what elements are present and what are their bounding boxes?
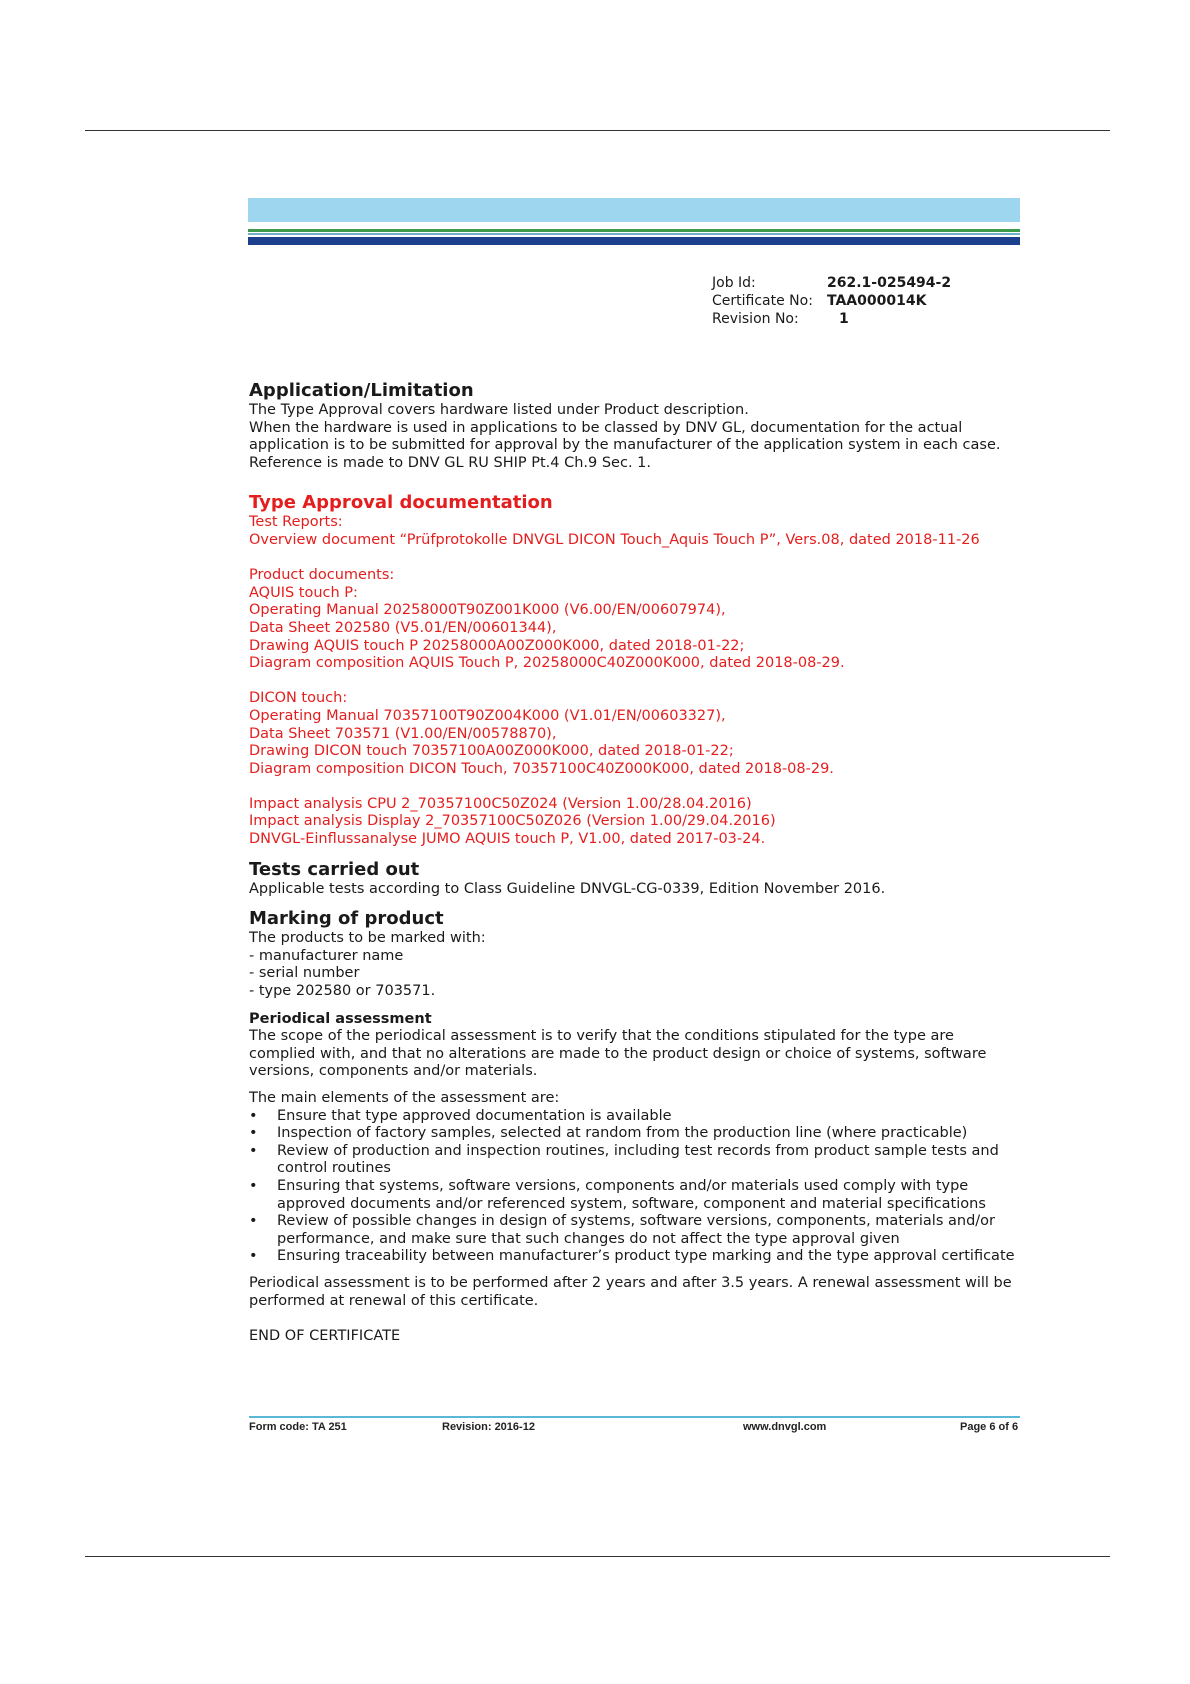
periodical-assessment-heading: Periodical assessment bbox=[249, 1010, 432, 1027]
list-item bbox=[249, 1108, 1029, 1126]
certificate-meta bbox=[712, 274, 951, 328]
bottom-page-divider bbox=[85, 1556, 1110, 1557]
footer-divider bbox=[249, 1416, 1020, 1418]
application-limitation-heading: Application/Limitation bbox=[249, 380, 474, 401]
type-approval-heading: Type Approval documentation bbox=[249, 492, 553, 514]
periodical-scope-line: The scope of the periodical assessment is to verify that the conditions stipulated for the type are bbox=[249, 1028, 954, 1045]
job-id-row bbox=[712, 274, 951, 292]
periodical-scope-line: versions, components and/or materials. bbox=[249, 1063, 538, 1080]
test-reports-text: Overview document “Prüfprotokolle DNVGL DICON Touch_Aquis Touch P”, Vers.08, dated 2018-11-26 bbox=[249, 531, 980, 548]
marking-line: - manufacturer name bbox=[249, 947, 404, 964]
revision-no-label: Revision No: bbox=[712, 311, 799, 327]
top-page-divider bbox=[85, 130, 1110, 131]
test-reports-label: Test Reports: bbox=[249, 514, 343, 531]
dicon-doc: Drawing DICON touch 70357100A00Z000K000, dated 2018-01-22; bbox=[249, 743, 734, 760]
application-line: application is to be submitted for approval by the manufacturer of the application system in each case. bbox=[249, 437, 1001, 454]
tests-carried-out-heading: Tests carried out bbox=[249, 858, 420, 880]
list-item-text: • Review of production and inspection routines, including test records from product sample tests and bbox=[277, 1142, 999, 1159]
footer-website[interactable]: www.dnvgl.com bbox=[743, 1421, 827, 1433]
assessment-elements-list bbox=[249, 1108, 1029, 1266]
application-line: Reference is made to DNV GL RU SHIP Pt.4 Ch.9 Sec. 1. bbox=[249, 454, 652, 471]
marking-line: The products to be marked with: bbox=[249, 930, 486, 947]
marking-line: - type 202580 or 703571. bbox=[249, 983, 436, 1000]
footer-revision: Revision: 2016-12 bbox=[442, 1421, 535, 1433]
application-line: When the hardware is used in applications to be classed by DNV GL, documentation for the actual bbox=[249, 419, 963, 436]
revision-no-value: 1 bbox=[839, 311, 849, 327]
certificate-no-row bbox=[712, 292, 951, 310]
list-item bbox=[249, 1143, 1029, 1178]
dicon-doc: Data Sheet 703571 (V1.00/EN/00578870), bbox=[249, 725, 557, 742]
header-band-green-line bbox=[248, 229, 1020, 232]
list-item bbox=[249, 1178, 1029, 1213]
end-of-certificate: END OF CERTIFICATE bbox=[249, 1327, 401, 1344]
application-line: The Type Approval covers hardware listed under Product description. bbox=[249, 402, 749, 418]
dicon-doc: Operating Manual 70357100T90Z004K000 (V1.01/EN/00603327), bbox=[249, 707, 726, 724]
header-band-dark-blue bbox=[248, 237, 1020, 245]
certificate-body bbox=[249, 380, 1029, 1345]
revision-no-row bbox=[712, 310, 951, 328]
marking-of-product-heading: Marking of product bbox=[249, 908, 444, 930]
periodical-closing-line: Periodical assessment is to be performed after 2 years and after 3.5 years. A renewal assessment will be bbox=[249, 1274, 1012, 1291]
list-item-text: Ensuring traceability between manufacturer’s product type marking and the type approval certificate bbox=[277, 1248, 1015, 1265]
impact-doc: Impact analysis CPU 2_70357100C50Z024 (Version 1.00/28.04.2016) bbox=[249, 795, 752, 812]
periodical-closing-line: performed at renewal of this certificate. bbox=[249, 1292, 539, 1309]
dicon-doc: Diagram composition DICON Touch, 70357100C40Z000K000, dated 2018-08-29. bbox=[249, 760, 834, 777]
list-item-text: approved documents and/or referenced system, software, component and material specifications bbox=[277, 1195, 986, 1212]
list-item bbox=[249, 1248, 1029, 1266]
list-item-text: Inspection of factory samples, selected at random from the production line (where practicable) bbox=[277, 1125, 968, 1142]
impact-doc: Impact analysis Display 2_70357100C50Z026 (Version 1.00/29.04.2016) bbox=[249, 813, 776, 830]
product-documents-label: Product documents: bbox=[249, 567, 395, 584]
certificate-no-label: Certificate No: bbox=[712, 293, 813, 309]
aquis-doc: Operating Manual 20258000T90Z001K000 (V6.00/EN/00607974), bbox=[249, 602, 726, 619]
type-approval-section bbox=[249, 492, 1029, 848]
footer-page-number: Page 6 of 6 bbox=[960, 1421, 1019, 1433]
list-item-text: control routines bbox=[277, 1160, 391, 1177]
list-item-text: performance, and make sure that such changes do not affect the type approval given bbox=[277, 1230, 900, 1247]
aquis-doc: Drawing AQUIS touch P 20258000A00Z000K000, dated 2018-01-22; bbox=[249, 637, 745, 654]
marking-line: - serial number bbox=[249, 965, 360, 982]
header-band-mid-line bbox=[248, 233, 1020, 235]
dicon-label: DICON touch: bbox=[249, 690, 348, 707]
list-item-text: • Review of possible changes in design of systems, software versions, components, materials and/or bbox=[277, 1213, 995, 1230]
list-item bbox=[249, 1213, 1029, 1248]
list-item bbox=[249, 1125, 1029, 1143]
aquis-doc: Data Sheet 202580 (V5.01/EN/00601344), bbox=[249, 619, 557, 636]
assessment-elements-intro: The main elements of the assessment are: bbox=[249, 1090, 560, 1106]
tests-carried-out-text: Applicable tests according to Class Guideline DNVGL-CG-0339, Edition November 2016. bbox=[249, 880, 886, 897]
aquis-label: AQUIS touch P: bbox=[249, 584, 358, 601]
footer-form-code: Form code: TA 251 bbox=[249, 1421, 347, 1433]
certificate-no-value: TAA000014K bbox=[827, 293, 927, 309]
periodical-scope-line: complied with, and that no alterations are made to the product design or choice of systems, software bbox=[249, 1045, 987, 1062]
job-id-label: Job Id: bbox=[712, 275, 756, 291]
impact-doc: DNVGL-Einflussanalyse JUMO AQUIS touch P, V1.00, dated 2017-03-24. bbox=[249, 831, 766, 848]
list-item-text: Ensure that type approved documentation is available bbox=[277, 1107, 672, 1124]
aquis-doc: Diagram composition AQUIS Touch P, 20258000C40Z000K000, dated 2018-08-29. bbox=[249, 655, 845, 672]
list-item-text: • Ensuring that systems, software versions, components and/or materials used comply with type bbox=[277, 1177, 969, 1194]
job-id-value: 262.1-025494-2 bbox=[827, 275, 952, 291]
header-band-light-blue bbox=[248, 198, 1020, 222]
